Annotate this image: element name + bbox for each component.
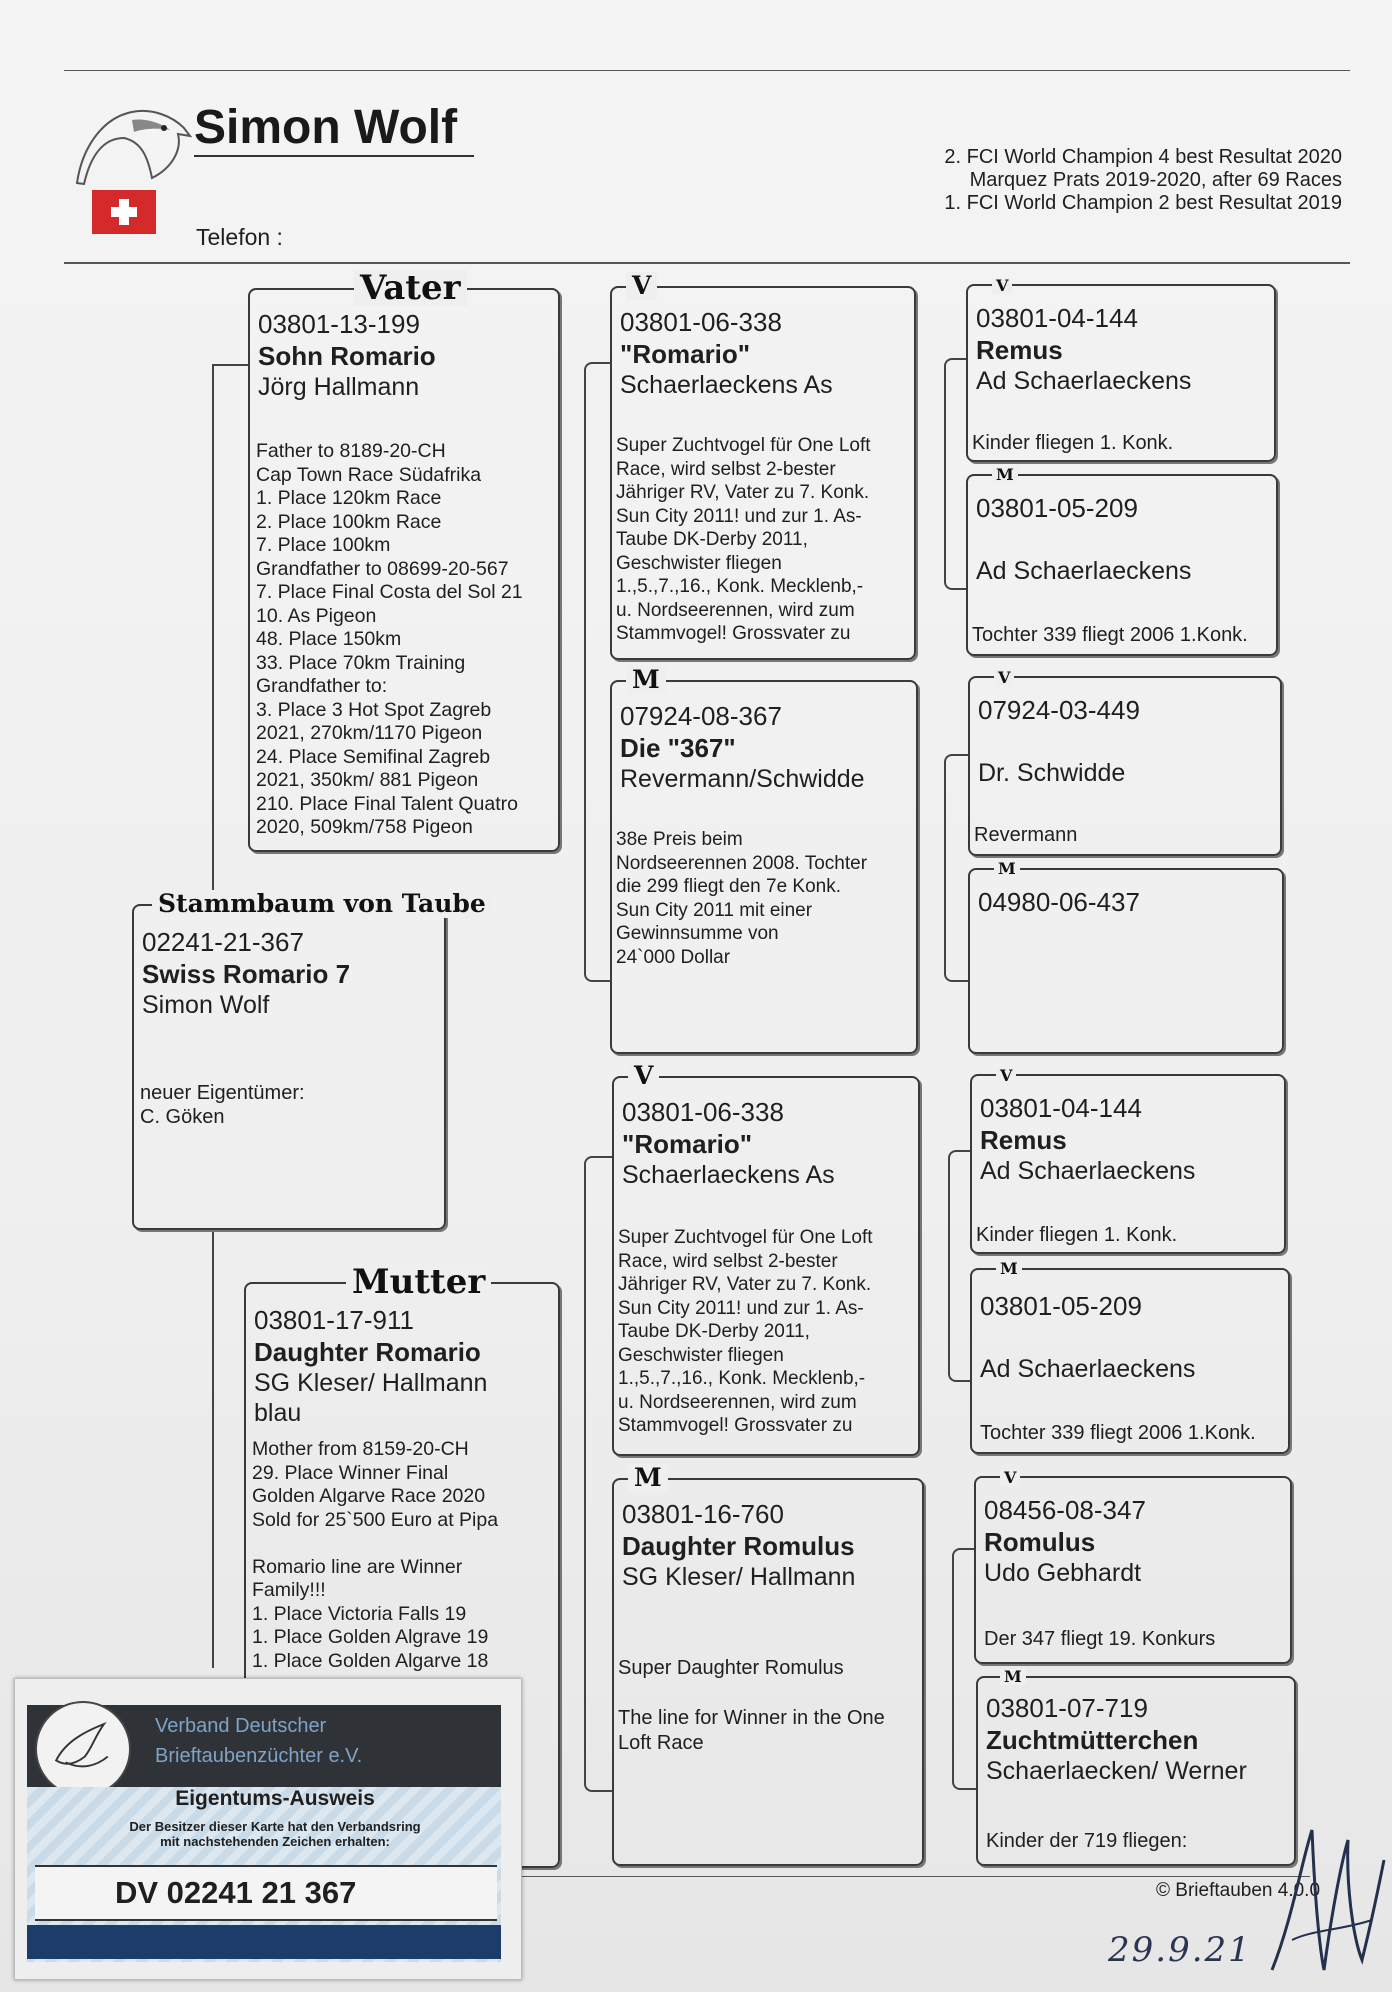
tree-connector bbox=[948, 1150, 972, 1382]
great-grandparent-box: 03801-07-719 Zuchtmütterchen Schaerlaecken/ Werner Kinder der 719 fliegen: bbox=[976, 1676, 1296, 1866]
v-label: V bbox=[1000, 1470, 1020, 1486]
grandparent-notes: Super Daughter Romulus The line for Winner in the One Loft Race bbox=[618, 1657, 885, 1754]
handwritten-date: 29.9.21 bbox=[1108, 1930, 1252, 1970]
m-label: M bbox=[626, 666, 666, 694]
tree-connector bbox=[944, 754, 968, 982]
subject-notes: neuer Eigentümer: C. Göken bbox=[140, 1082, 305, 1128]
pigeon-head-icon bbox=[72, 98, 192, 188]
mother-notes: Mother from 8159-20-CH 29. Place Winner Final Golden Algarve Race 2020 Sold for 25`500 Euro at Pipa Romario line are Winner Family!!! 1. Place Victoria Falls 19 1. Place Golden Algrave 19 1. Place Golden Algarve 18 bbox=[252, 1438, 499, 1672]
subject-owner: Simon Wolf bbox=[142, 991, 270, 1019]
signature bbox=[1262, 1820, 1390, 1980]
grandparent-notes: Super Zuchtvogel für One Loft Race, wird selbst 2-bester Jähriger RV, Vater zu 7. Konk. Sun City 2011! und zur 1. As- Taube DK-Derby 2011, Geschwister fliegen 1.,5.,7.,16., Konk. Mecklenb,- u. Nordseerennen, wird zum Stammvogel! Grossvater zu bbox=[618, 1227, 873, 1436]
father-box bbox=[248, 288, 560, 852]
mother-color: blau bbox=[254, 1399, 302, 1427]
subject-box bbox=[132, 904, 446, 1230]
great-grandparent-box: 08456-08-347 Romulus Udo Gebhardt Der 347 fliegt 19. Konkurs bbox=[974, 1476, 1292, 1664]
v-label: V bbox=[996, 1068, 1016, 1084]
dove-emblem-icon bbox=[35, 1701, 131, 1797]
tree-connector bbox=[212, 364, 250, 366]
tree-connector bbox=[212, 364, 214, 904]
breeder-name: Simon Wolf bbox=[194, 101, 458, 154]
grandparent-notes: Super Zuchtvogel für One Loft Race, wird selbst 2-bester Jähriger RV, Vater zu 7. Konk. Sun City 2011! und zur 1. As- Taube DK-Derby 2011, Geschwister fliegen 1.,5.,7.,16., Konk. Mecklenb,- u. Nordseerennen, wird zum Stammvogel! Grossvater zu bbox=[616, 435, 871, 644]
granddam-maternal-box: 03801-16-760 Daughter Romulus SG Kleser/ Hallmann Super Daughter Romulus The line for Winner in the One Loft Race bbox=[612, 1478, 924, 1866]
copyright-text: © Brieftauben 4.0.0 bbox=[1156, 1880, 1321, 1901]
tree-connector bbox=[944, 358, 968, 590]
tree-connector bbox=[584, 1156, 612, 1792]
m-label: M bbox=[994, 861, 1020, 877]
v-label: V bbox=[628, 1062, 659, 1090]
m-label: M bbox=[996, 1261, 1022, 1277]
mother-name: Daughter Romario bbox=[254, 1337, 481, 1367]
v-label: V bbox=[626, 272, 657, 300]
father-name: Sohn Romario bbox=[258, 341, 436, 371]
tree-connector bbox=[212, 1228, 214, 1668]
mother-ring: 03801-17-911 bbox=[254, 1305, 414, 1335]
great-grandparent-box: 03801-04-144 Remus Ad Schaerlaeckens Kinder fliegen 1. Konk. bbox=[970, 1074, 1286, 1254]
subject-name: Swiss Romario 7 bbox=[142, 959, 351, 989]
great-grandparent-box: 07924-03-449 Dr. Schwidde Revermann bbox=[968, 676, 1282, 856]
card-text: Der Besitzer dieser Karte hat den Verbandsring mit nachstehenden Zeichen erhalten: bbox=[129, 1819, 421, 1849]
m-label: M bbox=[1000, 1669, 1026, 1685]
v-label: V bbox=[994, 670, 1014, 686]
father-notes: Father to 8189-20-CH Cap Town Race Südafrika 1. Place 120km Race 2. Place 100km Race 7. Place 100km Grandfather to 08699-20-567 7. Place Final Costa del Sol 21 10. As Pigeon 48. Place 150km 33. Place 70km Training Grandfather to: 3. Place 3 Hot Spot Zagreb 2021, 270km/1170 Pigeon 24. Place Semifinal Zagreb 2021, 350km/ 881 Pigeon 210. Place Final Talent Quatro 2020, 509km/758 Pigeon bbox=[256, 440, 523, 838]
stammbaum-label: Stammbaum von Taube bbox=[152, 890, 492, 918]
title-underline bbox=[194, 155, 474, 157]
achievement-line: Marquez Prats 2019-2020, after 69 Races bbox=[969, 169, 1342, 191]
version-text: 4.0.0 bbox=[1277, 1880, 1321, 1901]
v-label: V bbox=[992, 278, 1012, 294]
card-org-name: Verband Deutscher Brieftaubenzüchter e.V. bbox=[155, 1715, 363, 1767]
card-ring-number: DV 02241 21 367 bbox=[35, 1865, 497, 1921]
header-rule bbox=[64, 262, 1350, 264]
grandparent-notes: 38e Preis beim Nordseerennen 2008. Tochter die 299 fliegt den 7e Konk. Sun City 2011 mit einer Gewinnsumme von 24`000 Dollar bbox=[616, 829, 868, 968]
card-title: Eigentums-Ausweis bbox=[175, 1787, 375, 1810]
achievement-line: 1. FCI World Champion 2 best Resultat 2019 bbox=[944, 192, 1342, 214]
father-ring: 03801-13-199 bbox=[258, 309, 420, 339]
father-owner: Jörg Hallmann bbox=[258, 373, 420, 401]
subject-ring: 02241-21-367 bbox=[142, 927, 304, 957]
grandsire-maternal-box: 03801-06-338 "Romario" Schaerlaeckens As Super Zuchtvogel für One Loft Race, wird selbst 2-bester Jähriger RV, Vater zu 7. Konk. Sun City 2011! und zur 1. As- Taube DK-Derby 2011, Geschwister fliegen 1.,5.,7.,16., Konk. Mecklenb,- u. Nordseerennen, wird zum Stammvogel! Grossvater zu bbox=[612, 1076, 920, 1456]
granddam-paternal-box: 07924-08-367 Die "367" Revermann/Schwidde 38e Preis beim Nordseerennen 2008. Tochter die 299 fliegt den 7e Konk. Sun City 2011 mit einer Gewinnsumme von 24`000 Dollar bbox=[610, 680, 918, 1054]
telefon-label: Telefon : bbox=[196, 224, 283, 250]
great-grandparent-box: 03801-05-209 Ad Schaerlaeckens Tochter 339 fliegt 2006 1.Konk. bbox=[970, 1268, 1290, 1454]
achievements-list bbox=[944, 146, 1342, 215]
swiss-flag-icon bbox=[92, 190, 156, 234]
top-rule bbox=[64, 70, 1350, 71]
card-strip bbox=[27, 1925, 501, 1959]
footer-rule bbox=[520, 1876, 1310, 1877]
achievement-line: 2. FCI World Champion 4 best Resultat 2020 bbox=[944, 146, 1342, 168]
tree-connector bbox=[952, 1548, 976, 1790]
mutter-label: Mutter bbox=[346, 1264, 491, 1300]
m-label: M bbox=[992, 467, 1018, 483]
vater-label: Vater bbox=[354, 270, 467, 306]
mother-owner: SG Kleser/ Hallmann bbox=[254, 1369, 488, 1397]
grandsire-paternal-box: 03801-06-338 "Romario" Schaerlaeckens As Super Zuchtvogel für One Loft Race, wird selbst 2-bester Jähriger RV, Vater zu 7. Konk. Sun City 2011! und zur 1. As- Taube DK-Derby 2011, Geschwister fliegen 1.,5.,7.,16., Konk. Mecklenb,- u. Nordseerennen, wird zum Stammvogel! Grossvater zu bbox=[610, 286, 916, 660]
great-grandparent-box: 04980-06-437 bbox=[968, 868, 1284, 1054]
ownership-card bbox=[14, 1678, 522, 1980]
great-grandparent-box: 03801-05-209 Ad Schaerlaeckens Tochter 339 fliegt 2006 1.Konk. bbox=[966, 474, 1278, 656]
great-grandparent-box: 03801-04-144 Remus Ad Schaerlaeckens Kinder fliegen 1. Konk. bbox=[966, 284, 1276, 462]
m-label: M bbox=[628, 1464, 668, 1492]
tree-connector bbox=[584, 362, 612, 982]
